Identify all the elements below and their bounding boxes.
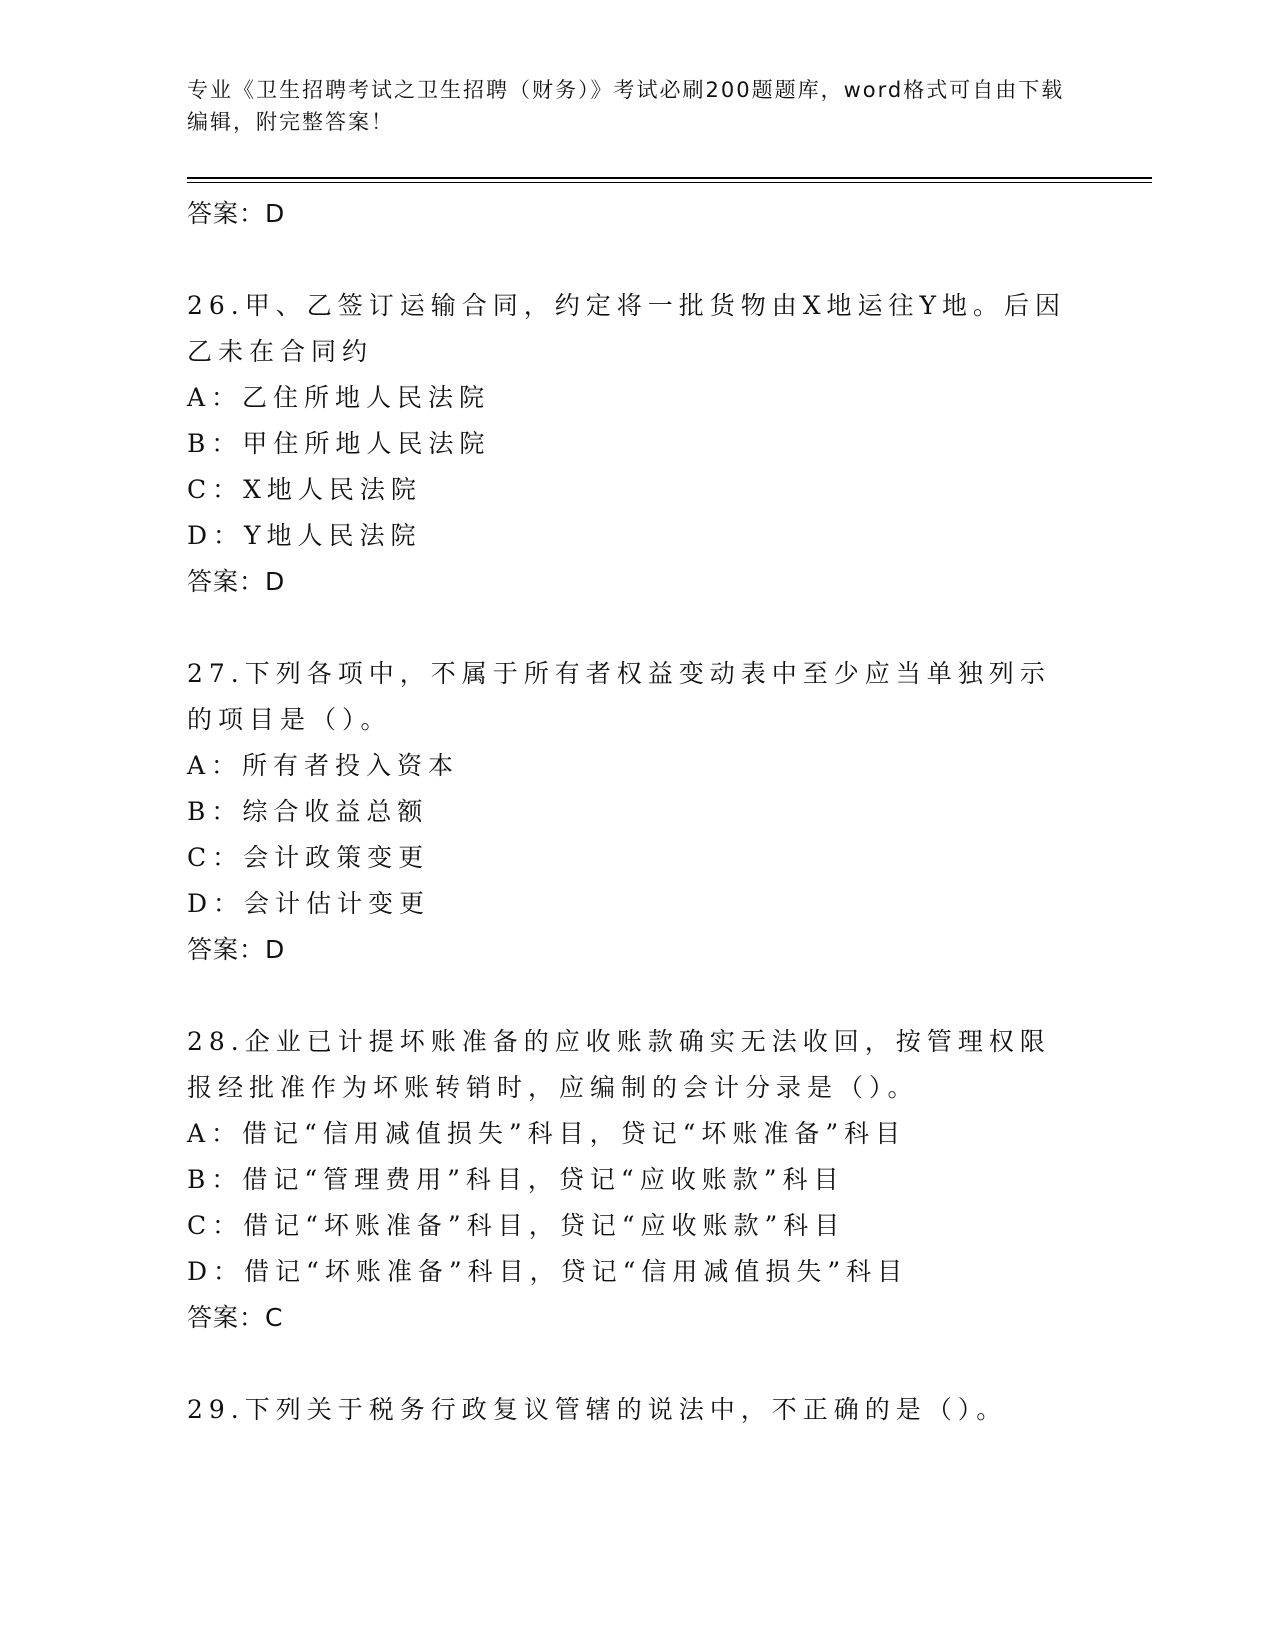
option-c: C：X地人民法院 xyxy=(187,475,422,504)
option-c: C：会计政策变更 xyxy=(187,843,430,872)
option-d: D：会计估计变更 xyxy=(187,889,431,918)
question-text: 28.企业已计提坏账准备的应收账款确实无法收回，按管理权限报经批准作为坏账转销时，应编制的会计分录是（）。 xyxy=(187,1027,1051,1102)
option-c: C：借记“坏账准备”科目，贷记“应收账款”科目 xyxy=(187,1211,846,1240)
question-26 xyxy=(187,283,1087,605)
question-text: 26.甲、乙签订运输合同，约定将一批货物由X地运往Y地。后因乙未在合同约 xyxy=(187,291,1067,366)
answer-line: 答案：D xyxy=(187,935,286,964)
answer-line: 答案：D xyxy=(187,199,286,228)
option-b: B：借记“管理费用”科目，贷记“应收账款”科目 xyxy=(187,1165,845,1194)
option-d: D：Y地人民法院 xyxy=(187,521,422,550)
question-text: 27.下列各项中，不属于所有者权益变动表中至少应当单独列示的项目是（）。 xyxy=(187,659,1051,734)
question-text: 29.下列关于税务行政复议管辖的说法中，不正确的是（）。 xyxy=(187,1395,1008,1424)
header-divider-thin xyxy=(187,182,1152,183)
option-b: B：甲住所地人民法院 xyxy=(187,429,491,458)
header-divider xyxy=(187,177,1152,179)
option-d: D：借记“坏账准备”科目，贷记“信用减值损失”科目 xyxy=(187,1257,909,1286)
question-28 xyxy=(187,1019,1087,1341)
question-27 xyxy=(187,651,1087,973)
option-a: A：乙住所地人民法院 xyxy=(187,383,491,412)
document-header: 专业《卫生招聘考试之卫生招聘（财务）》考试必刷200题题库，word格式可自由下载编辑，附完整答案！ xyxy=(187,78,1065,134)
option-a: A：借记“信用减值损失”科目，贷记“坏账准备”科目 xyxy=(187,1119,907,1148)
answer-line: 答案：D xyxy=(187,567,286,596)
question-29 xyxy=(187,1387,1087,1433)
option-b: B：综合收益总额 xyxy=(187,797,429,826)
answer-line: 答案：C xyxy=(187,1303,284,1332)
option-a: A：所有者投入资本 xyxy=(187,751,460,780)
question-list xyxy=(187,191,1087,1433)
